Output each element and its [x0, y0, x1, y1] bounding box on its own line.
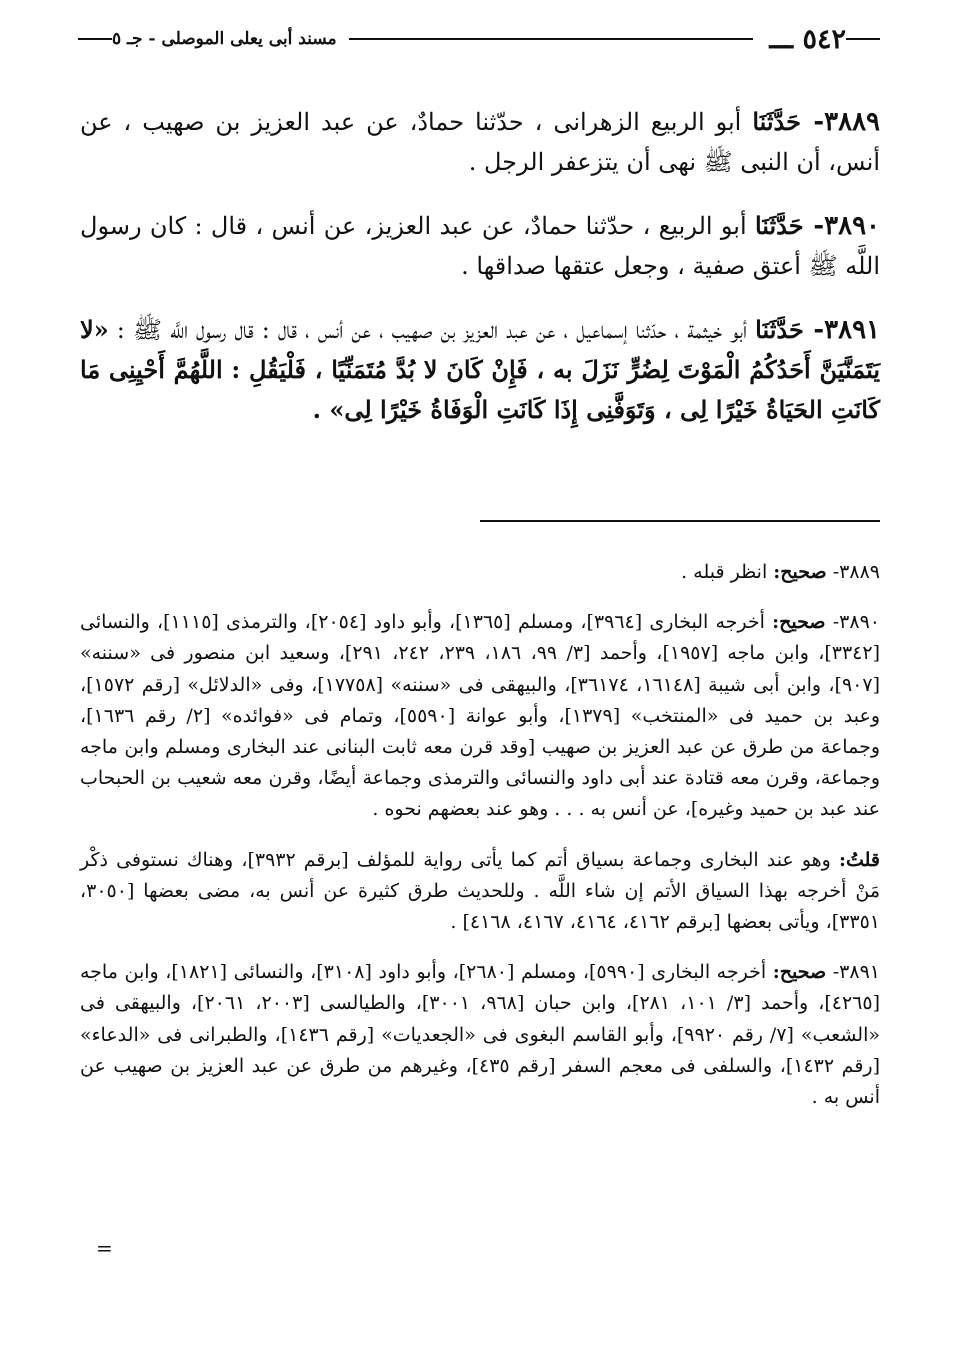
- footnote-text: أخرجه البخارى [٣٩٦٤]، ومسلم [١٣٦٥]، وأبو داود [٢٠٥٤]، والترمذى [١١١٥]، والنسائى [٣٣٤٢]، وابن ماجه [١٩٥٧]، وأحمد [٣/ ٩٩، ١٨٦، ٢٣٩، ٢٤٢، ٢٩١]، وسعيد ابن منصور فى «سننه» [٩٠٧]، وابن أبى شيبة [١٦١٤٨، ٣٦١٧٤]، والبيهقى فى «سننه» [١٧٧٥٨]، وفى «الدلائل» [رقم ١٥٧٢]، وعبد بن حميد فى «المنتخب» [١٣٧٩]، وأبو عوانة [٥٥٩٠]، وتمام فى «فوائده» [٢/ رقم ١٦٣٦]، وجماعة من طرق عن عبد العزيز بن صهيب [وقد قرن معه ثابت البنانى عند البخارى ومسلم وابن ماجه وجماعة، وقرن معه قتادة عند أبى داود والنسائى والترمذى وجماعة أيضًا، وقرن معه شعيب بن الحبحاب عند عبد بن حميد وغيره]، عن أنس به . . . وهو عند بعضهم نحوه .: [80, 611, 881, 821]
- footnote-grade: صحيح:: [773, 561, 827, 583]
- hadith-matn: «لا يَتَمَنَّيَنَّ أَحَدُكُمُ الْمَوْتَ لِضُرٍّ نَزَلَ به ، فَإِنْ كَانَ لا بُدَّ مُتَمَنِّيًا ، فَلْيَقُلِ : اللَّهُمَّ أَحْيِنِى مَا كَانَتِ الحَيَاةُ خَيْرًا لِى ، وَتَوَفَّنِى إِذَا كَانَتِ الْوَفَاةُ خَيْرًا لِى» .: [80, 315, 880, 424]
- hadith-opening: حَدَّثَنَا: [754, 211, 804, 240]
- footnote-grade: صحيح:: [772, 961, 827, 984]
- hadith-number: ٣٨٨٩: [824, 107, 881, 137]
- hadith-3890: ٣٨٩٠- حَدَّثَنَا أبو الربيع ، حدّثنا حمادٌ، عن عبد العزيز، عن أنس ، قال : كان رسول اللَّه ﷺ أعتق صفية ، وجعل عتقها صداقها .: [80, 211, 880, 280]
- hadith-number: ٣٨٩١: [824, 315, 880, 345]
- header-rule-start: [78, 38, 112, 40]
- qult-label: قلتُ:: [838, 848, 880, 871]
- footnote-3891: [80, 957, 880, 1113]
- header-rule: [349, 38, 754, 40]
- hadith-3891: ٣٨٩١- حَدَّثَنَا أبو خيثمة ، حدّثنا إسماعيل ، عن عبد العزيز بن صهيب ، عن أنس ، قال : قال رسول اللَّه ﷺ : «لا يَتَمَنَّيَنَّ أَحَدُكُمُ الْمَوْتَ لِضُرٍّ نَزَلَ به ، فَإِنْ كَانَ لا بُدَّ مُتَمَنِّيًا ، فَلْيَقُلِ : اللَّهُمَّ أَحْيِنِى مَا كَانَتِ الحَيَاةُ خَيْرًا لِى ، وَتَوَفَّنِى إِذَا كَانَتِ الْوَفَاةُ خَيْرًا لِى» .: [80, 315, 880, 424]
- hadith-text: أبو خيثمة ، حدّثنا إسماعيل ، عن عبد العزيز بن صهيب ، عن أنس ، قال : قال رسول اللَّه ﷺ :: [116, 316, 748, 344]
- hadith-3889: ٣٨٨٩- حَدَّثَنَا أبو الربيع الزهرانى ، حدّثنا حمادٌ، عن عبد العزيز بن صهيب ، عن أنس، أن النبى ﷺ نهى أن يتزعفر الرجل .: [80, 107, 881, 176]
- footnote-number: ٣٨٨٩-: [832, 561, 880, 583]
- hadith-opening: حَدَّثَنَا: [755, 315, 804, 344]
- footnote-text: أخرجه البخارى [٥٩٩٠]، ومسلم [٢٦٨٠]، وأبو داود [٣١٠٨]، والنسائى [١٨٢١]، وابن ماجه [٤٢٦٥]، وأحمد [٣/ ١٠١، ٢٨١]، وابن حبان [٩٦٨، ٣٠٠١]، والطيالسى [٢٠٠٣، ٢٠٦١]، والبيهقى فى «الشعب» [٧/ رقم ٩٩٢٠]، وأبو القاسم البغوى فى «الجعديات» [رقم ١٤٣٦]، والطبرانى فى «الدعاء» [رقم ١٤٣٢]، والسلفى فى معجم السفر [رقم ٤٣٥]، وغيرهم من طرق عن عبد العزيز بن صهيب عن أنس به .: [80, 961, 881, 1109]
- footnotes: [80, 538, 880, 1117]
- hadith-text: أبو الربيع الزهرانى ، حدّثنا حمادٌ، عن عبد العزيز بن صهيب ، عن أنس، أن النبى ﷺ نهى أن يتزعفر الرجل .: [80, 108, 880, 176]
- footnote-qult: [80, 845, 880, 939]
- footnote-separator: [480, 520, 880, 522]
- footnote-3889: [80, 557, 880, 588]
- footnote-3890: [80, 607, 880, 825]
- header-rule-end: [846, 38, 880, 40]
- book-title: مسند أبى يعلى الموصلى - جـ ٥: [112, 29, 337, 49]
- footnote-number: ٣٨٩١-: [832, 961, 880, 984]
- footnote-text: وهو عند البخارى وجماعة بسياق أتم كما يأتى رواية للمؤلف [برقم ٣٩٣٢]، وهناك نستوفى ذكْر مَنْ أخرجه بهذا السياق الأتم إن شاء اللَّه . وللحديث طرق كثيرة عن أنس به، مضى بعضها [٣٠٥٠، ٣٣٥١]، ويأتى بعضها [برقم ٤١٦٢، ٤١٦٤، ٤١٦٧، ٤١٦٨] .: [80, 848, 880, 934]
- hadith-text: أبو الربيع ، حدّثنا حمادٌ، عن عبد العزيز، عن أنس ، قال : كان رسول اللَّه ﷺ أعتق صفية ، وجعل عتقها صداقها .: [80, 212, 880, 280]
- running-header: [78, 22, 880, 56]
- footnote-number: ٣٨٩٠-: [832, 611, 880, 634]
- page-number: ٥٤٢ ـــ: [769, 23, 846, 55]
- continuation-mark: =: [96, 1236, 113, 1260]
- footnote-text: انظر قبله .: [681, 561, 768, 583]
- hadith-opening: حَدَّثَنَا: [752, 107, 801, 136]
- footnote-grade: صحيح:: [772, 611, 826, 634]
- hadith-number: ٣٨٩٠: [824, 211, 880, 241]
- main-text: [80, 78, 880, 448]
